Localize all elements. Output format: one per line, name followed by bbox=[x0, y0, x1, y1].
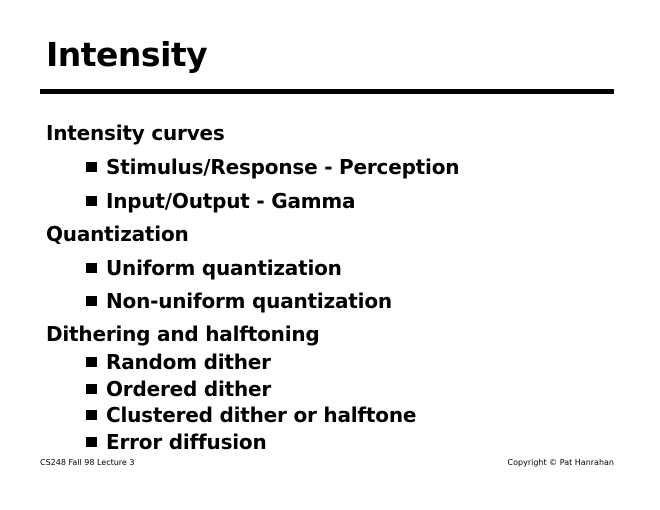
section-heading-dithering: Dithering and halftoning bbox=[46, 322, 320, 346]
bullet-item bbox=[86, 352, 271, 372]
slide-title: Intensity bbox=[46, 35, 208, 74]
bullet-text: Input/Output - Gamma bbox=[106, 189, 356, 213]
footer-course-info: CS248 Fall 98 Lecture 3 bbox=[40, 458, 135, 467]
section-heading-quantization: Quantization bbox=[46, 222, 189, 246]
bullet-item bbox=[86, 432, 267, 452]
bullet-item bbox=[86, 405, 416, 425]
bullet-item bbox=[86, 191, 355, 211]
square-bullet-icon bbox=[86, 357, 97, 367]
bullet-item bbox=[86, 379, 271, 399]
bullet-text: Ordered dither bbox=[106, 377, 272, 401]
title-underline bbox=[40, 89, 614, 94]
square-bullet-icon bbox=[86, 384, 97, 394]
section-heading-intensity-curves: Intensity curves bbox=[46, 121, 225, 145]
square-bullet-icon bbox=[86, 162, 97, 172]
bullet-item bbox=[86, 258, 342, 278]
square-bullet-icon bbox=[86, 296, 97, 306]
square-bullet-icon bbox=[86, 437, 97, 447]
square-bullet-icon bbox=[86, 263, 97, 273]
bullet-text: Non-uniform quantization bbox=[106, 289, 392, 313]
bullet-text: Error diffusion bbox=[106, 430, 267, 454]
bullet-text: Clustered dither or halftone bbox=[106, 403, 417, 427]
bullet-text: Stimulus/Response - Perception bbox=[106, 155, 460, 179]
bullet-item bbox=[86, 291, 392, 311]
footer-copyright: Copyright © Pat Hanrahan bbox=[507, 458, 614, 467]
bullet-text: Uniform quantization bbox=[106, 256, 342, 280]
square-bullet-icon bbox=[86, 410, 97, 420]
bullet-text: Random dither bbox=[106, 350, 271, 374]
bullet-item bbox=[86, 157, 459, 177]
square-bullet-icon bbox=[86, 196, 97, 206]
